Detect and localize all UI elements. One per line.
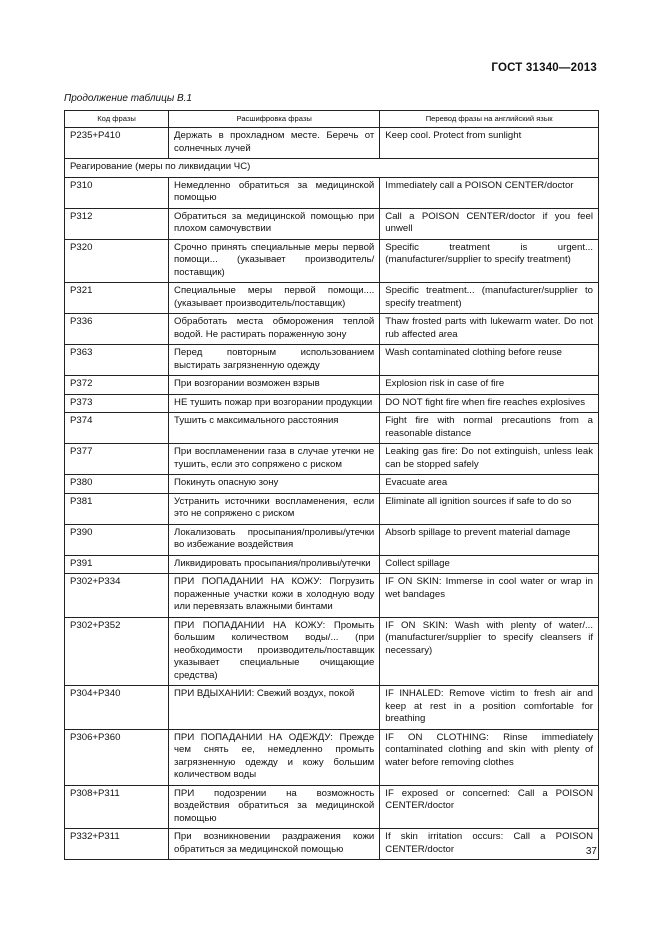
phrase-translation: IF ON SKIN: Immerse in cool water or wrap in wet bandages [380, 574, 599, 618]
table-row [65, 177, 599, 208]
phrase-decoding: Покинуть опасную зону [169, 475, 380, 494]
phrase-code: P372 [65, 376, 169, 395]
phrase-translation: Explosion risk in case of fire [380, 376, 599, 395]
phrase-decoding: Тушить с максимального расстояния [169, 413, 380, 444]
phrase-decoding: ПРИ ПОПАДАНИИ НА КОЖУ: Погрузить пораженные участки кожи в холодную воду или перевязать влажными бинтами [169, 574, 380, 618]
document-header: ГОСТ 31340—2013 [491, 62, 597, 74]
phrase-decoding: Держать в прохладном месте. Беречь от солнечных лучей [169, 128, 380, 159]
table-row [65, 555, 599, 574]
phrase-code: P380 [65, 475, 169, 494]
phrase-decoding: ПРИ подозрении на возможность воздействия обратиться за медицинской помощью [169, 785, 380, 829]
header-code: Код фразы [65, 111, 169, 128]
table-row [65, 376, 599, 395]
phrase-code: P390 [65, 524, 169, 555]
phrase-code: P302+P334 [65, 574, 169, 618]
phrase-translation: IF ON SKIN: Wash with plenty of water/... (manufacturer/supplier to specify cleansers if necessary) [380, 617, 599, 686]
phrase-translation: IF INHALED: Remove victim to fresh air and keep at rest in a position comfortable for breathing [380, 686, 599, 730]
section-heading: Реагирование (меры по ликвидации ЧС) [65, 159, 599, 178]
phrase-code: P374 [65, 413, 169, 444]
table-row [65, 314, 599, 345]
phrase-translation: DO NOT fight fire when fire reaches explosives [380, 394, 599, 413]
phrase-decoding: ПРИ ПОПАДАНИИ НА КОЖУ: Промыть большим количеством воды/... (при необходимости производитель/поставщик указывает специальные очищающие средства) [169, 617, 380, 686]
phrase-code: P235+P410 [65, 128, 169, 159]
table-row [65, 493, 599, 524]
table-row [65, 394, 599, 413]
phrase-decoding: Ликвидировать просыпания/проливы/утечки [169, 555, 380, 574]
phrase-translation: Call a POISON CENTER/doctor if you feel unwell [380, 208, 599, 239]
phrase-translation: Absorb spillage to prevent material damage [380, 524, 599, 555]
phrase-code: P320 [65, 239, 169, 283]
phrase-code: P312 [65, 208, 169, 239]
phrase-code: P332+P311 [65, 829, 169, 860]
phrase-code: P336 [65, 314, 169, 345]
phrase-decoding: Обратиться за медицинской помощью при плохом самочувствии [169, 208, 380, 239]
page-number: 37 [585, 846, 597, 857]
phrase-decoding: При возгорании возможен взрыв [169, 376, 380, 395]
phrase-translation: Wash contaminated clothing before reuse [380, 345, 599, 376]
header-decoding: Расшифровка фразы [169, 111, 380, 128]
phrase-decoding: Устранить источники воспламенения, если это не сопряжено с риском [169, 493, 380, 524]
table-row [65, 785, 599, 829]
phrase-translation: Eliminate all ignition sources if safe to do so [380, 493, 599, 524]
table-row [65, 686, 599, 730]
phrase-code: P373 [65, 394, 169, 413]
phrase-code: P363 [65, 345, 169, 376]
phrase-decoding: НЕ тушить пожар при возгорании продукции [169, 394, 380, 413]
phrase-translation: Thaw frosted parts with lukewarm water. Do not rub affected area [380, 314, 599, 345]
phrase-translation: Keep cool. Protect from sunlight [380, 128, 599, 159]
table-row [65, 208, 599, 239]
table-row [65, 574, 599, 618]
phrases-table [64, 110, 599, 860]
phrase-translation: Fight fire with normal precautions from a reasonable distance [380, 413, 599, 444]
phrase-translation: Immediately call a POISON CENTER/doctor [380, 177, 599, 208]
table-row [65, 345, 599, 376]
phrase-code: P321 [65, 283, 169, 314]
phrase-translation: Evacuate area [380, 475, 599, 494]
phrase-code: P308+P311 [65, 785, 169, 829]
header-translation: Перевод фразы на английский язык [380, 111, 599, 128]
phrase-decoding: Перед повторным использованием выстирать загрязненную одежду [169, 345, 380, 376]
table-row [65, 524, 599, 555]
phrase-translation: Specific treatment is urgent... (manufacturer/supplier to specify treatment) [380, 239, 599, 283]
table-row [65, 829, 599, 860]
phrase-decoding: ПРИ ВДЫХАНИИ: Свежий воздух, покой [169, 686, 380, 730]
phrase-decoding: ПРИ ПОПАДАНИИ НА ОДЕЖДУ: Прежде чем снять ее, немедленно промыть загрязненную одежду и кожу большим количеством воды [169, 729, 380, 785]
phrase-decoding: Локализовать просыпания/проливы/утечки во избежание воздействия [169, 524, 380, 555]
phrase-code: P391 [65, 555, 169, 574]
table-row [65, 413, 599, 444]
table-row [65, 475, 599, 494]
phrase-translation: IF ON CLOTHING: Rinse immediately contaminated clothing and skin with plenty of water before removing clothes [380, 729, 599, 785]
phrase-decoding: Срочно принять специальные меры первой помощи... (указывает производитель/поставщик) [169, 239, 380, 283]
table-continuation-caption: Продолжение таблицы В.1 [64, 93, 192, 104]
phrase-code: P381 [65, 493, 169, 524]
table-row [65, 617, 599, 686]
phrase-decoding: Обработать места обморожения теплой водой. Не растирать пораженную зону [169, 314, 380, 345]
phrase-translation: Specific treatment... (manufacturer/supplier to specify treatment) [380, 283, 599, 314]
table-row [65, 128, 599, 159]
table-row [65, 444, 599, 475]
table-header-row [65, 111, 599, 128]
phrase-code: P304+P340 [65, 686, 169, 730]
phrase-code: P310 [65, 177, 169, 208]
phrase-translation: Collect spillage [380, 555, 599, 574]
phrase-translation: IF exposed or concerned: Call a POISON CENTER/doctor [380, 785, 599, 829]
phrase-translation: Leaking gas fire: Do not extinguish, unless leak can be stopped safely [380, 444, 599, 475]
phrase-code: P306+P360 [65, 729, 169, 785]
phrase-code: P377 [65, 444, 169, 475]
phrase-translation: If skin irritation occurs: Call a POISON CENTER/doctor [380, 829, 599, 860]
table-row [65, 283, 599, 314]
phrase-decoding: При воспламенении газа в случае утечки не тушить, если это сопряжено с риском [169, 444, 380, 475]
phrase-code: P302+P352 [65, 617, 169, 686]
phrase-decoding: Немедленно обратиться за медицинской помощью [169, 177, 380, 208]
table-row [65, 729, 599, 785]
table-body [65, 128, 599, 860]
phrase-decoding: Специальные меры первой помощи.... (указывает производитель/поставщик) [169, 283, 380, 314]
phrase-decoding: При возникновении раздражения кожи обратиться за медицинской помощью [169, 829, 380, 860]
table-row [65, 239, 599, 283]
table-section-row [65, 159, 599, 178]
